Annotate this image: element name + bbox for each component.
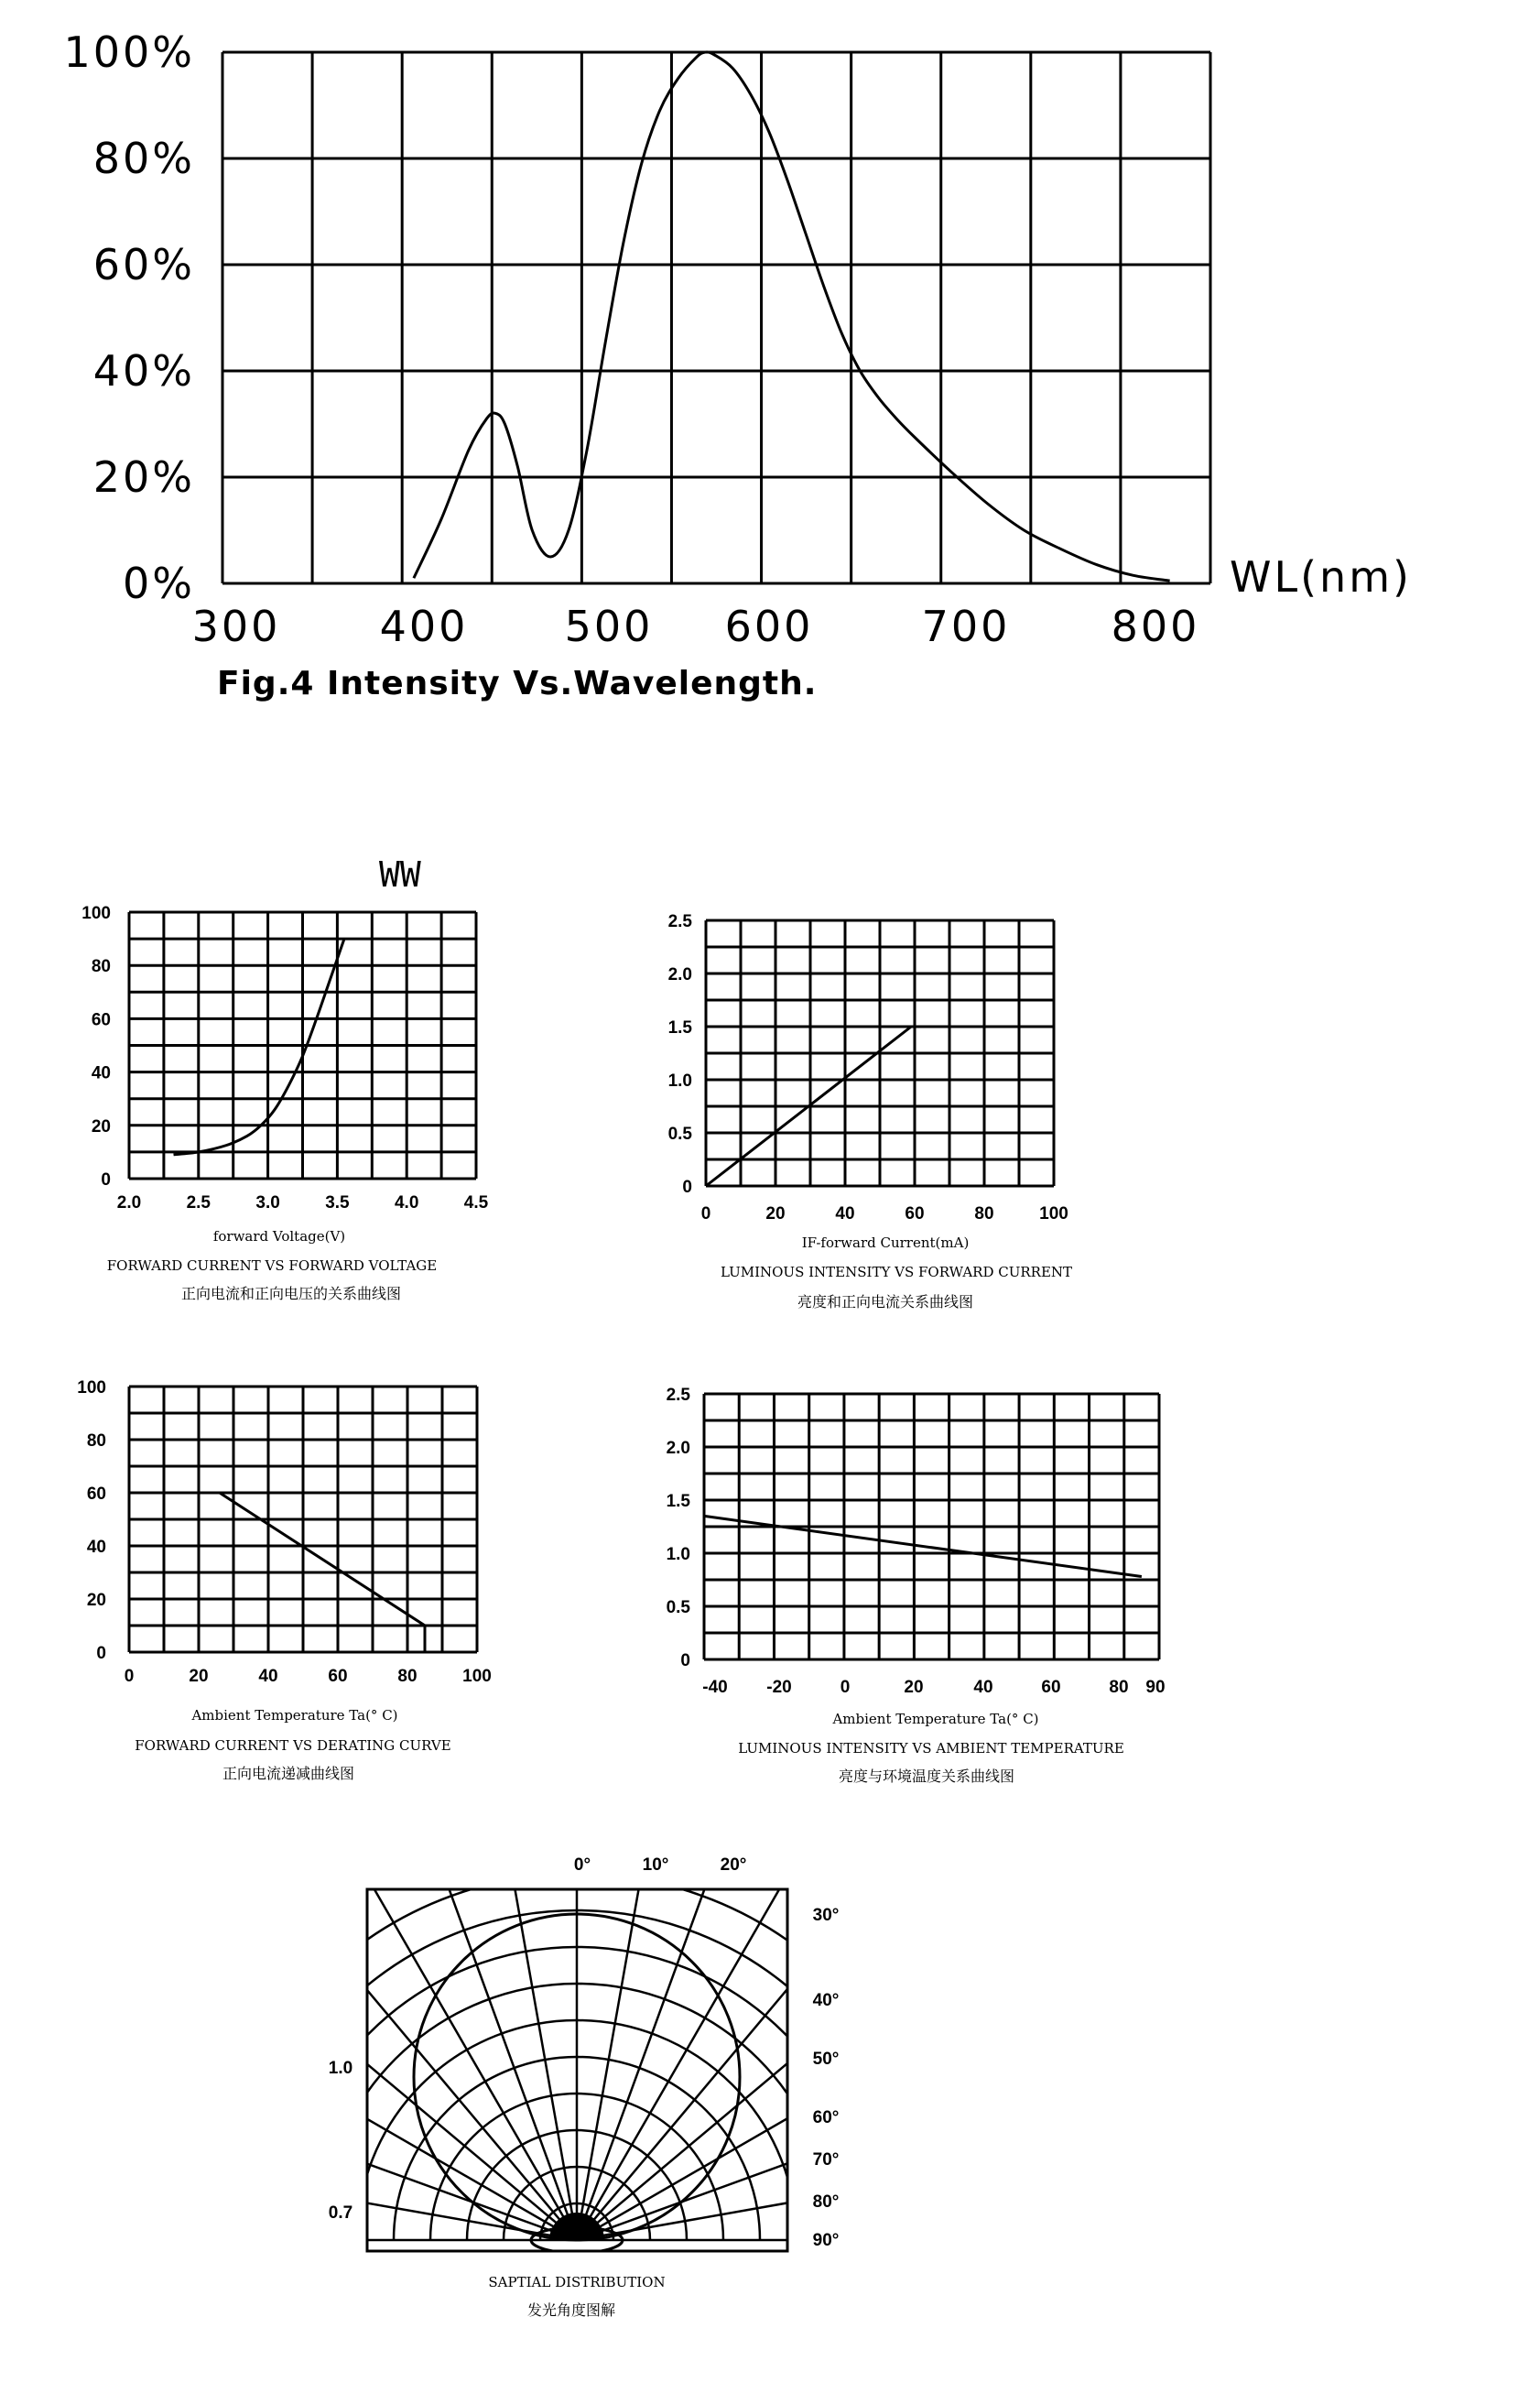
angle-label: 60° bbox=[812, 2108, 840, 2127]
y-tick-label: 2.5 bbox=[666, 1386, 690, 1405]
series-line bbox=[704, 1516, 1142, 1576]
x-tick-label: 300 bbox=[191, 602, 281, 651]
angle-label: 50° bbox=[812, 2050, 840, 2069]
lumtemp-caption-en: LUMINOUS INTENSITY VS AMBIENT TEMPERATURE bbox=[738, 1740, 1124, 1757]
y-tick-label: 100 bbox=[81, 904, 111, 923]
polar-spoke bbox=[577, 1637, 796, 2240]
x-tick-label: 600 bbox=[724, 602, 814, 651]
spatial-distribution-chart bbox=[0, 1599, 1218, 2253]
y-tick-label: 20 bbox=[91, 1116, 111, 1137]
x-tick-label: 0 bbox=[840, 1678, 851, 1697]
y-tick-label: 60% bbox=[92, 240, 195, 289]
derating-caption-en: FORWARD CURRENT VS DERATING CURVE bbox=[135, 1737, 451, 1754]
iv-xlabel: forward Voltage(V) bbox=[212, 1228, 346, 1245]
y-tick-label: 1.0 bbox=[666, 1545, 690, 1564]
y-tick-label: 0% bbox=[123, 559, 195, 608]
y-tick-label: 0 bbox=[680, 1651, 690, 1670]
x-tick-label: 60 bbox=[1041, 1678, 1061, 1697]
luminous-intensity-current-chart bbox=[668, 912, 1068, 1224]
y-tick-label: 40% bbox=[92, 346, 195, 396]
y-tick-label: 1.5 bbox=[667, 1018, 692, 1038]
x-tick-label: 80 bbox=[974, 1204, 994, 1224]
y-tick-label: 0 bbox=[682, 1178, 692, 1197]
lumtemp-xlabel: Ambient Temperature Ta(° C) bbox=[832, 1711, 1039, 1727]
x-tick-label: 80 bbox=[397, 1667, 418, 1686]
y-tick-label: 80% bbox=[92, 134, 195, 183]
radial-label: 1.0 bbox=[328, 2059, 353, 2078]
iv-caption-cn: 正向电流和正向电压的关系曲线图 bbox=[180, 1285, 402, 1302]
derating-curve-chart bbox=[77, 1378, 492, 1686]
spatial-caption-cn: 发光角度图解 bbox=[526, 2301, 616, 2319]
lumif-xlabel: IF-forward Current(mA) bbox=[801, 1235, 970, 1251]
series-line bbox=[414, 52, 1170, 581]
x-tick-label: 40 bbox=[835, 1204, 855, 1224]
y-tick-label: 1.5 bbox=[666, 1492, 690, 1511]
polar-spoke bbox=[22, 1920, 577, 2240]
forward-current-voltage-chart bbox=[81, 904, 488, 1213]
x-tick-label: 20 bbox=[765, 1204, 786, 1224]
x-tick-label: 40 bbox=[258, 1667, 278, 1686]
polar-spoke bbox=[577, 2021, 1179, 2240]
x-tick-label: 4.0 bbox=[394, 1193, 419, 1213]
derating-xlabel: Ambient Temperature Ta(° C) bbox=[191, 1707, 398, 1724]
angle-label: 20° bbox=[720, 1855, 747, 1875]
x-axis-label: WL(nm) bbox=[1230, 552, 1412, 602]
polar-spoke bbox=[0, 2128, 577, 2240]
y-tick-label: 0 bbox=[96, 1644, 106, 1663]
x-tick-label: 60 bbox=[328, 1667, 348, 1686]
x-tick-label: 800 bbox=[1111, 602, 1200, 651]
x-tick-label: 4.5 bbox=[463, 1193, 489, 1213]
y-tick-label: 60 bbox=[86, 1485, 106, 1504]
y-tick-label: 1.0 bbox=[667, 1071, 692, 1091]
angle-label: 10° bbox=[642, 1855, 669, 1875]
y-tick-label: 2.0 bbox=[667, 965, 692, 984]
angle-label: 30° bbox=[812, 1906, 840, 1925]
polar-grid bbox=[0, 1599, 1218, 2253]
angle-label: 90° bbox=[812, 2231, 840, 2250]
spatial-caption-en: SAPTIAL DISTRIBUTION bbox=[488, 2274, 666, 2290]
angle-label: 80° bbox=[812, 2192, 840, 2212]
y-tick-label: 0 bbox=[101, 1170, 111, 1190]
lumif-caption-en: LUMINOUS INTENSITY VS FORWARD CURRENT bbox=[720, 1264, 1073, 1280]
polar-spoke bbox=[577, 1920, 1132, 2240]
y-tick-label: 80 bbox=[91, 957, 111, 977]
y-tick-label: 60 bbox=[91, 1010, 111, 1030]
y-tick-label: 40 bbox=[91, 1063, 111, 1083]
ww-label: WW bbox=[379, 854, 421, 895]
x-tick-label: 100 bbox=[462, 1667, 492, 1686]
polar-spoke bbox=[358, 1637, 577, 2240]
x-tick-label: 20 bbox=[189, 1667, 209, 1686]
y-tick-label: 40 bbox=[86, 1538, 106, 1557]
x-tick-label: 700 bbox=[921, 602, 1011, 651]
angle-label: 40° bbox=[812, 1991, 840, 2010]
x-tick-label: 500 bbox=[564, 602, 654, 651]
x-tick-label: 3.5 bbox=[325, 1193, 350, 1213]
chart-title: Fig.4 Intensity Vs.Wavelength. bbox=[217, 665, 818, 702]
radial-label: 0.7 bbox=[328, 2203, 353, 2223]
x-tick-label: 3.0 bbox=[255, 1193, 280, 1213]
x-tick-label: 40 bbox=[973, 1678, 993, 1697]
y-tick-label: 20% bbox=[92, 452, 195, 502]
angle-label: 0° bbox=[573, 1855, 591, 1875]
x-tick-label: 2.0 bbox=[116, 1193, 142, 1213]
x-tick-label: -40 bbox=[702, 1678, 728, 1697]
luminous-intensity-temperature-chart bbox=[667, 1386, 1166, 1697]
lumtemp-caption-cn: 亮度与环境温度关系曲线图 bbox=[838, 1768, 1015, 1785]
y-tick-label: 100 bbox=[77, 1378, 106, 1398]
x-tick-label: 80 bbox=[1109, 1678, 1129, 1697]
y-tick-label: 80 bbox=[86, 1431, 106, 1451]
y-tick-label: 2.5 bbox=[667, 912, 692, 931]
x-tick-label: 90 bbox=[1145, 1678, 1166, 1697]
y-tick-label: 0.5 bbox=[666, 1598, 690, 1617]
intensity-wavelength-chart bbox=[63, 27, 1411, 651]
iv-caption-en: FORWARD CURRENT VS FORWARD VOLTAGE bbox=[106, 1257, 438, 1274]
polar-spoke bbox=[0, 2021, 577, 2240]
x-tick-label: 2.5 bbox=[186, 1193, 211, 1213]
y-tick-label: 100% bbox=[63, 27, 195, 77]
x-tick-label: -20 bbox=[766, 1678, 792, 1697]
angle-label: 70° bbox=[812, 2150, 840, 2170]
x-tick-label: 0 bbox=[700, 1204, 711, 1224]
y-tick-label: 0.5 bbox=[667, 1125, 692, 1144]
y-tick-label: 2.0 bbox=[666, 1439, 690, 1458]
x-tick-label: 20 bbox=[904, 1678, 924, 1697]
lumif-caption-cn: 亮度和正向电流关系曲线图 bbox=[797, 1293, 974, 1311]
y-tick-label: 20 bbox=[86, 1591, 106, 1610]
x-tick-label: 100 bbox=[1039, 1204, 1068, 1224]
x-tick-label: 0 bbox=[124, 1667, 135, 1686]
derating-caption-cn: 正向电流递减曲线图 bbox=[222, 1765, 355, 1782]
x-tick-label: 60 bbox=[905, 1204, 925, 1224]
x-tick-label: 400 bbox=[379, 602, 469, 651]
